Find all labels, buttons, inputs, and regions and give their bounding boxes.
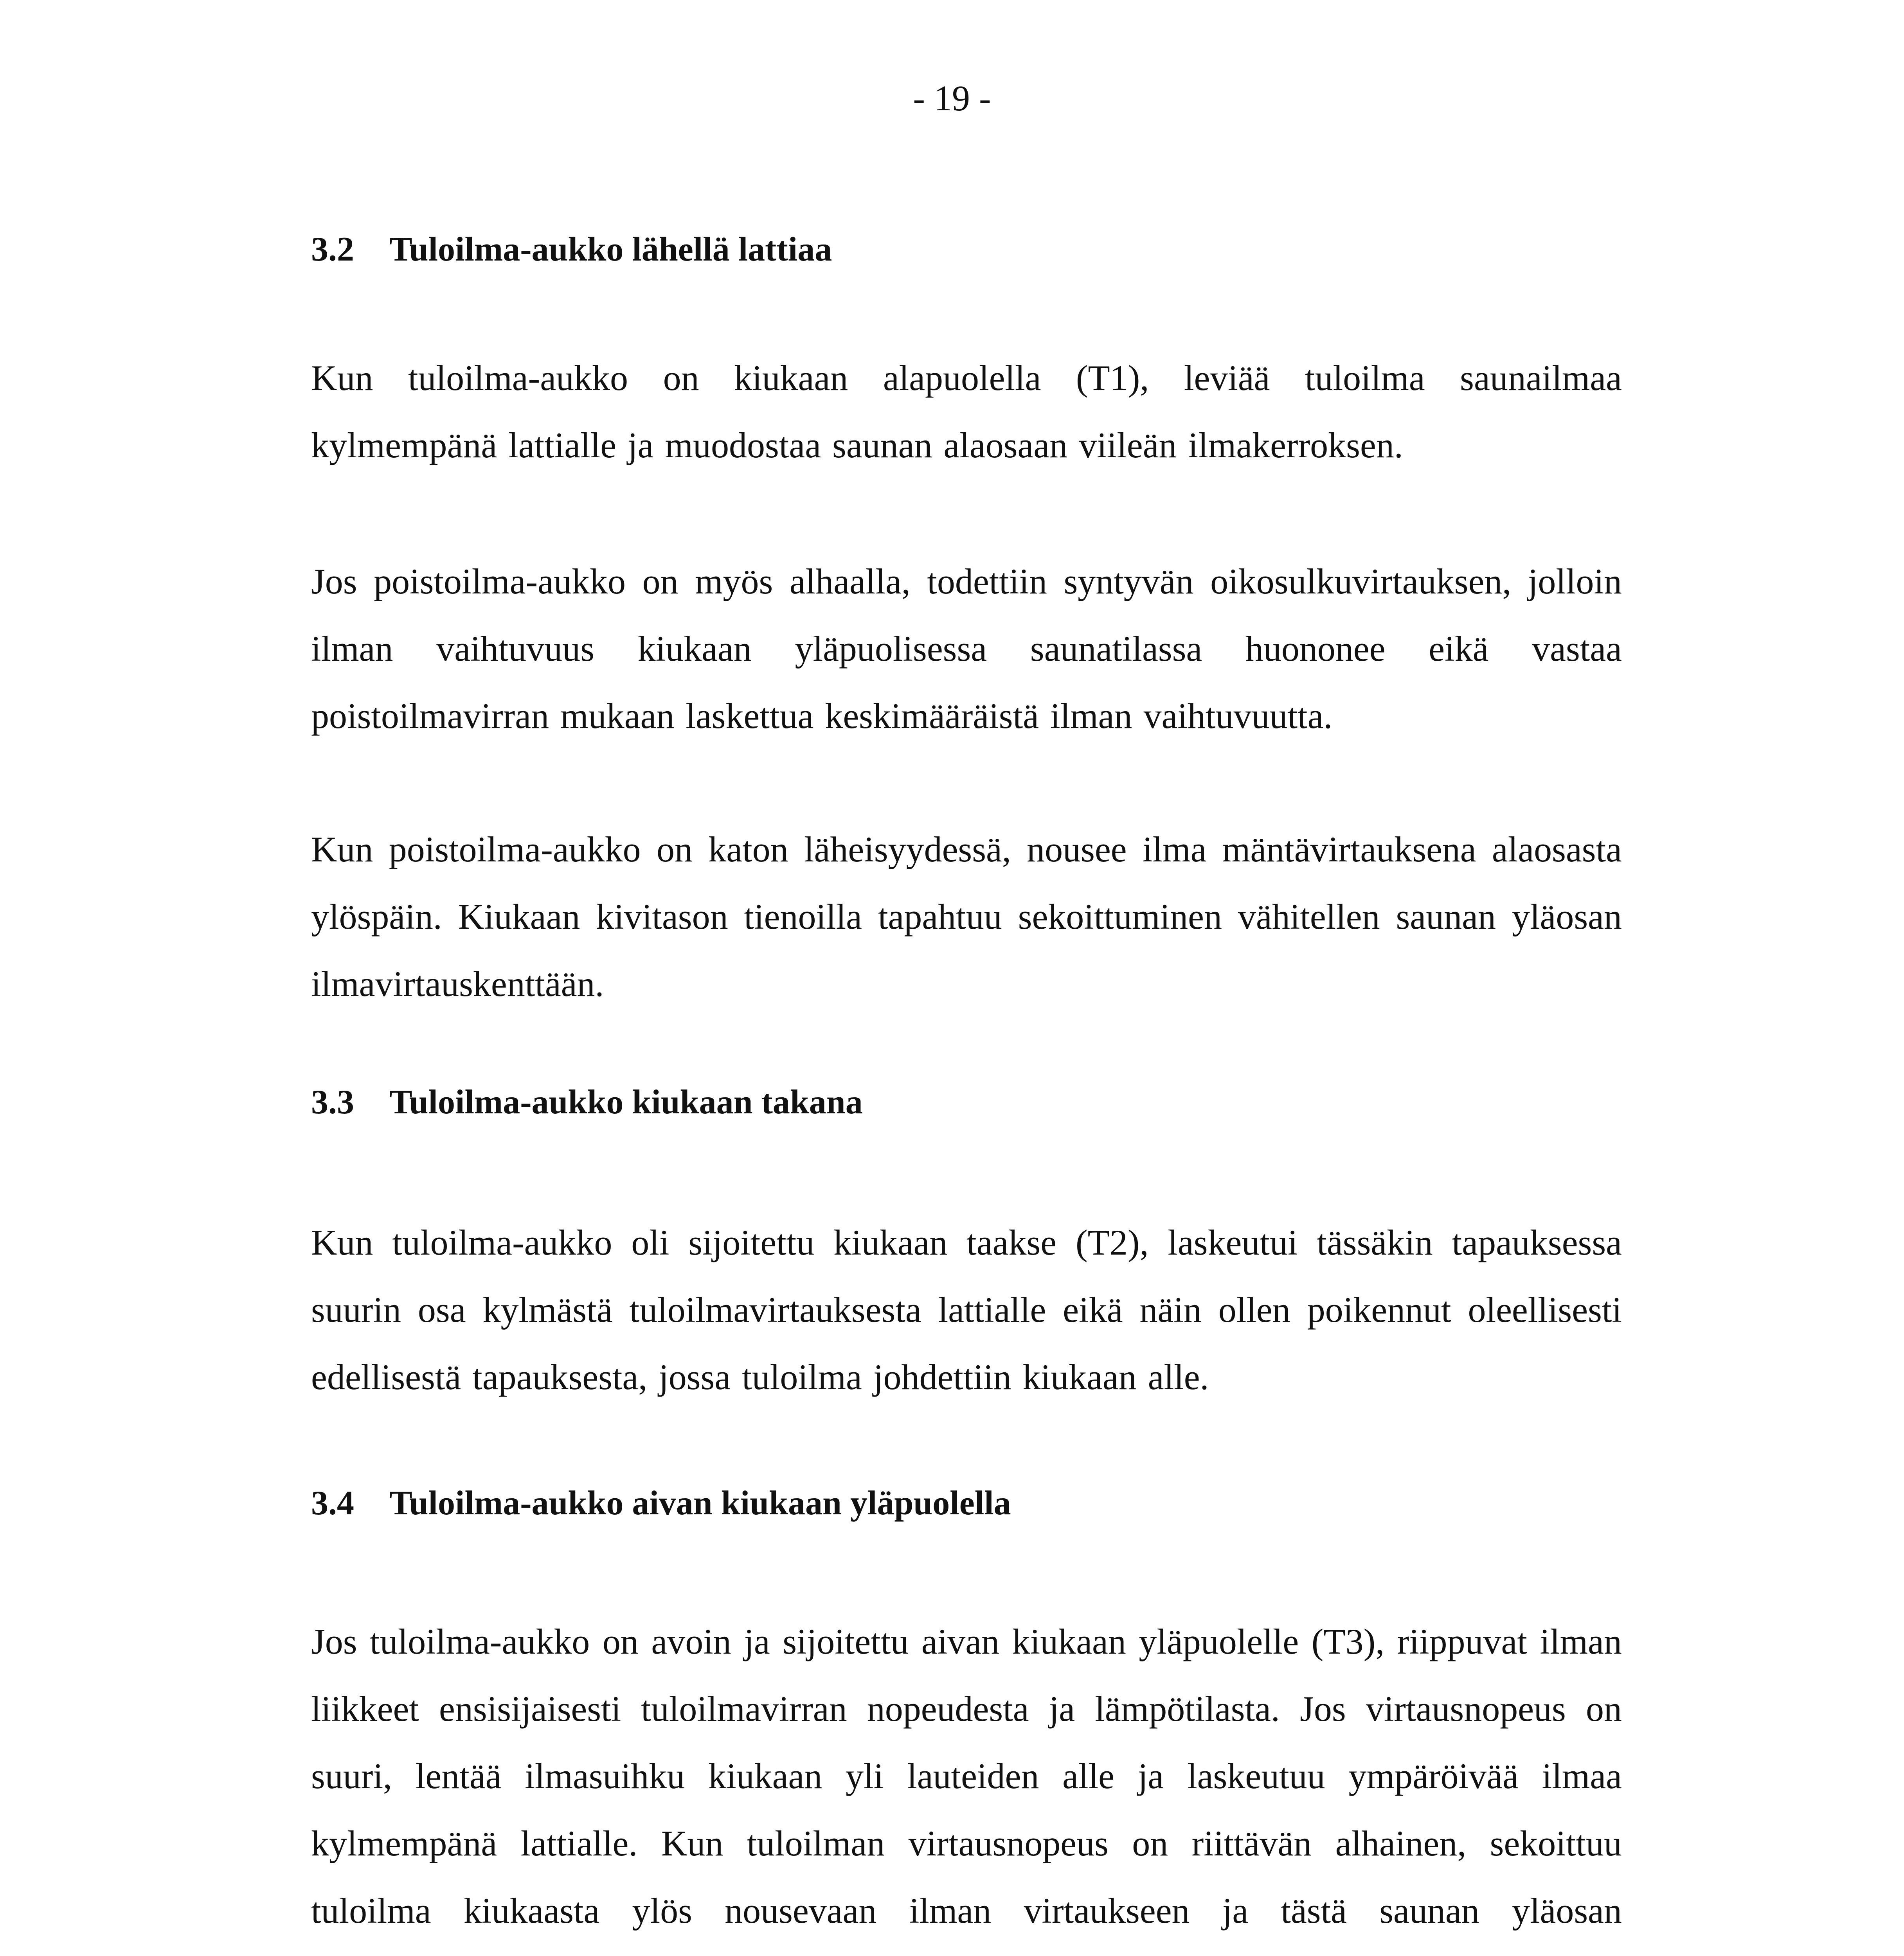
paragraph: Kun poistoilma-aukko on katon läheisyydessä, nousee ilma mäntävirtauksena alaosasta ylöspäin. Kiukaan kivitason tienoilla tapahtuu sekoittuminen vähitellen saunan yläosan ilmavirtauskenttään. <box>311 829 1622 1004</box>
section-title-text: Tuloilma-aukko kiukaan takana <box>389 1083 863 1121</box>
section-number: 3.4 <box>311 1484 354 1522</box>
section-title-text: Tuloilma-aukko aivan kiukaan yläpuolella <box>389 1484 1011 1522</box>
section-heading-3-4 <box>311 1483 1622 1524</box>
section-title <box>311 1483 1622 1524</box>
paragraph: Kun tuloilma-aukko oli sijoitettu kiukaan taakse (T2), laskeutui tässäkin tapauksessa suurin osa kylmästä tuloilmavirtauksesta lattialle eikä näin ollen poikennut oleellisesti edellisestä tapauksesta, jossa tuloilma johdettiin kiukaan alle. <box>311 1222 1622 1397</box>
paragraph: Kun tuloilma-aukko on kiukaan alapuolella (T1), leviää tuloilma saunailmaa kylmempänä lattialle ja muodostaa saunan alaosaan viileän ilmakerroksen. <box>311 358 1622 465</box>
paragraph: Jos tuloilma-aukko on avoin ja sijoitettu aivan kiukaan yläpuolelle (T3), riippuvat ilman liikkeet ensisijaisesti tuloilmavirran nopeudesta ja lämpötilasta. Jos virtausnopeus on suuri, lentää ilmasuihku kiukaan yli lauteiden alle ja laskeutuu ympäröivää ilmaa kylmempänä lattialle. Kun tuloilman virtausnopeus on riittävän alhainen, sekoittuu tuloilma kiukaasta ylös nousevaan ilman virtaukseen ja tästä saunan yläosan <box>311 1622 1622 1931</box>
paragraph: Jos poistoilma-aukko on myös alhaalla, todettiin syntyvän oikosulkuvirtauksen, jolloin ilman vaihtuvuus kiukaan yläpuolisessa saunatilassa huononee eikä vastaa poistoilmavirran mukaan laskettua keskimääräistä ilman vaihtuvuutta. <box>311 561 1622 736</box>
page-number: - 19 - <box>913 78 991 118</box>
section-title <box>311 1082 1622 1123</box>
section-heading-3-3 <box>311 1082 1622 1123</box>
section-heading-3-2 <box>311 229 1622 270</box>
section-title <box>311 229 1622 270</box>
section-number: 3.3 <box>311 1083 354 1121</box>
section-number: 3.2 <box>311 230 354 268</box>
section-title-text: Tuloilma-aukko lähellä lattiaa <box>389 230 832 268</box>
